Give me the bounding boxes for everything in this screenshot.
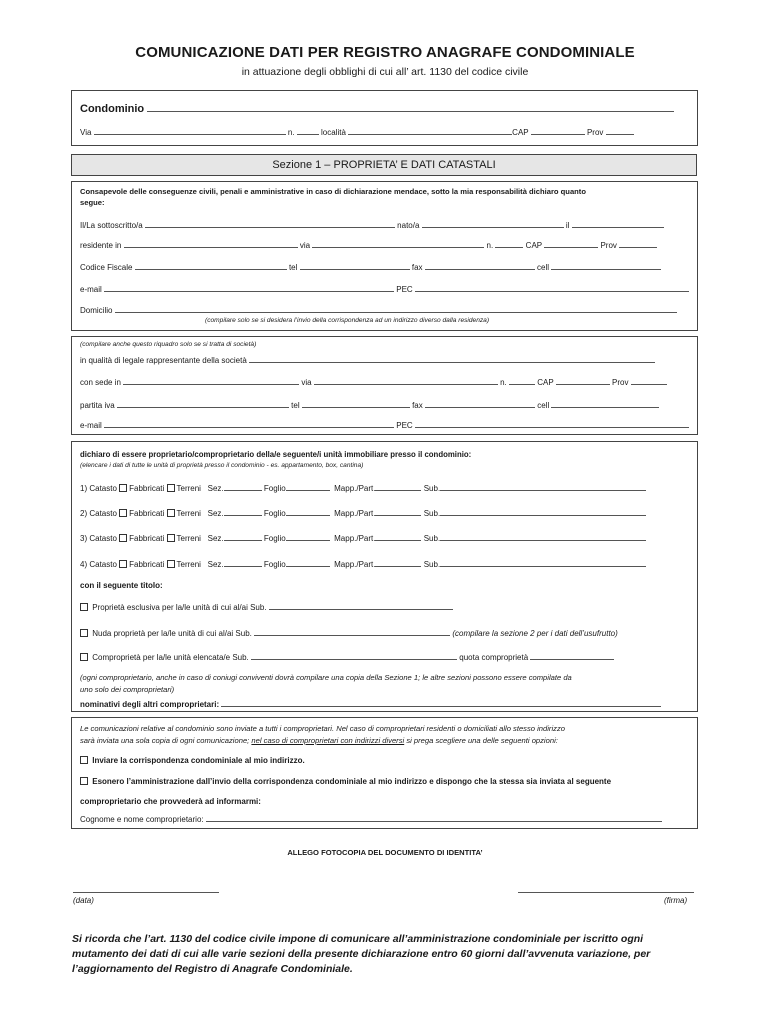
- nominativi-label: nominativi degli altri comproprietari:: [80, 700, 220, 709]
- prov-field[interactable]: [619, 239, 657, 248]
- condominio-cap-field[interactable]: [531, 126, 585, 135]
- n-label: n.: [486, 241, 494, 250]
- fabbricati-label: Fabbricati: [129, 484, 165, 493]
- terreni-checkbox[interactable]: [167, 509, 175, 517]
- firma-field[interactable]: [518, 884, 694, 893]
- row-number: 2) Catasto: [80, 509, 117, 518]
- sub-label: Sub.: [423, 484, 441, 493]
- email-label: e-mail: [80, 421, 102, 430]
- sub-field[interactable]: [440, 532, 646, 541]
- foglio-field[interactable]: [286, 558, 330, 567]
- foglio-label: Foglio: [263, 484, 286, 493]
- pec-field[interactable]: [415, 283, 689, 292]
- piva-label: partita iva: [80, 401, 115, 410]
- mapp-label: Mapp./Part.: [334, 560, 376, 569]
- com-opt1-label: Inviare la corrispondenza condominiale al mio indirizzo.: [92, 756, 305, 765]
- page-subtitle: in attuazione degli obblighi di cui all’ art. 1130 del codice civile: [241, 66, 529, 78]
- data-field[interactable]: [73, 884, 219, 893]
- com-opt2-label: Esonero l’amministrazione dall’invio della corrispondenza condominiale al mio indirizzo e dispongo che la stessa sia inviata al seguente: [92, 777, 612, 786]
- via-label: via: [299, 241, 311, 250]
- mapp-label: Mapp./Part.: [334, 509, 376, 518]
- mapp-field[interactable]: [375, 532, 421, 541]
- sub-label: Sub.: [423, 560, 441, 569]
- mapp-label: Mapp./Part.: [334, 534, 376, 543]
- nome-field[interactable]: [145, 219, 395, 228]
- terreni-checkbox[interactable]: [167, 484, 175, 492]
- terreni-checkbox[interactable]: [167, 534, 175, 542]
- opt1-label: Proprietà esclusiva per la/le unità di cui al/ai Sub.: [92, 603, 267, 612]
- via-label: Via: [80, 128, 92, 137]
- prov-label: Prov: [612, 378, 629, 387]
- fax-field[interactable]: [425, 261, 535, 270]
- reminder-note: Si ricorda che l’art. 1130 del codice civile impone di comunicare all’amministrazione condominiale per iscritto ogni mutamento dei dati di cui alle varie sezioni della presente dichiarazione entro 60 giorni dall’avvenuta variazione, per l’aggiornamento del Registro di Anagrafe Condominiale.: [72, 933, 651, 975]
- opt2-sub-field[interactable]: [254, 627, 450, 636]
- comunicazioni-text-1: Le comunicazioni relative al condominio sono inviate a tutti i comproprietari. Nel caso di comproprietari residenti o domiciliati allo stesso indirizzo: [80, 724, 565, 733]
- proprieta-esclusiva-checkbox[interactable]: [80, 603, 88, 611]
- fabbricati-checkbox[interactable]: [119, 560, 127, 568]
- cap-field[interactable]: [544, 239, 598, 248]
- terreni-label: Terreni: [176, 484, 201, 493]
- sez-label: Sez.: [207, 560, 224, 569]
- allego-text: ALLEGO FOTOCOPIA DEL DOCUMENTO DI IDENTITA’: [287, 848, 483, 857]
- domicilio-label: Domicilio: [80, 306, 113, 315]
- cell-label: cell: [537, 263, 550, 272]
- comproprieta-checkbox[interactable]: [80, 653, 88, 661]
- societa-tel-field[interactable]: [302, 399, 410, 408]
- sub-label: Sub.: [423, 509, 441, 518]
- sez-field[interactable]: [224, 507, 262, 516]
- intro-text-2: segue:: [80, 198, 105, 207]
- cf-label: Codice Fiscale: [80, 263, 133, 272]
- via-label: via: [301, 378, 312, 387]
- quota-field[interactable]: [530, 651, 614, 660]
- sub-field[interactable]: [440, 482, 646, 491]
- row-number: 4) Catasto: [80, 560, 117, 569]
- n-label: n.: [287, 128, 295, 137]
- foglio-field[interactable]: [286, 532, 330, 541]
- comunicazioni-text-2c: si prega scegliere una delle seguenti opzioni:: [406, 736, 558, 745]
- cell-field[interactable]: [551, 261, 661, 270]
- catasto-row: [80, 532, 646, 544]
- domicilio-field[interactable]: [115, 304, 677, 313]
- opt3-sub-field[interactable]: [251, 651, 457, 660]
- terreni-label: Terreni: [176, 534, 201, 543]
- societa-cell-field[interactable]: [551, 399, 659, 408]
- sez-label: Sez.: [207, 509, 224, 518]
- foglio-field[interactable]: [286, 507, 330, 516]
- declare-note: (elencare i dati di tutte le unità di proprietà presso il condominio - es. appartamento, box, cantina): [80, 462, 364, 469]
- sez-label: Sez.: [207, 484, 224, 493]
- sede-label: con sede in: [80, 378, 121, 387]
- condominio-via-field[interactable]: [94, 126, 286, 135]
- residente-label: residente in: [80, 241, 122, 250]
- compro-note-1: (ogni comproprietario, anche in caso di coniugi conviventi dovrà compilare una copia della Sezione 1; le altre sezioni possono essere compilate da: [80, 673, 572, 682]
- intro-text: Consapevole delle conseguenze civili, penali e amministrative in caso di dichiarazione mendace, sotto la mia responsabilità dichiaro quanto: [80, 187, 586, 196]
- sez-field[interactable]: [224, 558, 262, 567]
- fax-label: fax: [411, 263, 423, 272]
- cognome-field[interactable]: [206, 813, 662, 822]
- mapp-field[interactable]: [375, 558, 421, 567]
- condominio-field[interactable]: [147, 103, 674, 112]
- row-number: 1) Catasto: [80, 484, 117, 493]
- email-field[interactable]: [104, 283, 394, 292]
- n-label: n.: [500, 378, 507, 387]
- legale-label: in qualità di legale rappresentante della società: [80, 356, 247, 365]
- opt2-note: (compilare la sezione 2 per i dati dell’usufrutto): [452, 629, 618, 638]
- terreni-checkbox[interactable]: [167, 560, 175, 568]
- com-opt2b-label: comproprietario che provvederà ad informarmi:: [80, 797, 261, 806]
- fabbricati-checkbox[interactable]: [119, 534, 127, 542]
- catasto-row: [80, 482, 646, 494]
- sub-label: Sub.: [423, 534, 441, 543]
- localita-label: località: [321, 128, 346, 137]
- societa-n-field[interactable]: [509, 376, 535, 385]
- sez-field[interactable]: [224, 482, 262, 491]
- terreni-label: Terreni: [176, 560, 201, 569]
- quota-label: quota comproprietà: [459, 653, 529, 662]
- foglio-label: Foglio: [263, 560, 286, 569]
- residente-field[interactable]: [124, 239, 298, 248]
- pec-label: PEC: [396, 421, 413, 430]
- compro-note-2: uno solo dei comproprietari): [80, 685, 175, 694]
- tel-field[interactable]: [300, 261, 410, 270]
- societa-prov-field[interactable]: [631, 376, 667, 385]
- cap-label: CAP: [537, 378, 554, 387]
- section-1-header: Sezione 1 – PROPRIETA’ E DATI CATASTALI: [71, 154, 697, 176]
- fabbricati-label: Fabbricati: [129, 560, 165, 569]
- domicilio-note: (compilare solo se si desidera l’invio della corrispondenza ad un indirizzo diverso dalla residenza): [205, 317, 490, 324]
- fabbricati-checkbox[interactable]: [119, 509, 127, 517]
- fabbricati-label: Fabbricati: [129, 534, 165, 543]
- condominio-prov-field[interactable]: [606, 126, 634, 135]
- nuda-proprieta-checkbox[interactable]: [80, 629, 88, 637]
- email-label: e-mail: [80, 285, 102, 294]
- condominio-n-field[interactable]: [297, 126, 319, 135]
- fax-label: fax: [412, 401, 423, 410]
- societa-note: (compilare anche questo riquadro solo se si tratta di società): [80, 341, 257, 348]
- firma-label: (firma): [664, 896, 688, 905]
- titolo-label: con il seguente titolo:: [80, 581, 163, 590]
- n-field[interactable]: [495, 239, 523, 248]
- sub-field[interactable]: [440, 507, 646, 516]
- sub-field[interactable]: [440, 558, 646, 567]
- sottoscritto-label: Il/La sottoscritto/a: [80, 221, 143, 230]
- mapp-field[interactable]: [375, 482, 421, 491]
- catasto-row: [80, 558, 646, 570]
- prov-label: Prov: [586, 128, 604, 137]
- foglio-label: Foglio: [263, 509, 286, 518]
- cf-field[interactable]: [135, 261, 287, 270]
- data-label: (data): [73, 896, 94, 905]
- fabbricati-label: Fabbricati: [129, 509, 165, 518]
- row-number: 3) Catasto: [80, 534, 117, 543]
- condominio-label: Condominio: [80, 103, 145, 115]
- catasto-row: [80, 507, 646, 519]
- via-field[interactable]: [312, 239, 484, 248]
- foglio-field[interactable]: [286, 482, 330, 491]
- terreni-label: Terreni: [176, 509, 201, 518]
- mapp-label: Mapp./Part.: [334, 484, 376, 493]
- comunicazioni-text-2a: sarà inviata una sola copia di ogni comunicazione;: [80, 736, 250, 745]
- cell-label: cell: [537, 401, 550, 410]
- esonero-checkbox[interactable]: [80, 777, 88, 785]
- societa-via-field[interactable]: [314, 376, 498, 385]
- societa-name-field[interactable]: [249, 354, 655, 363]
- sez-field[interactable]: [224, 532, 262, 541]
- page-title: COMUNICAZIONE DATI PER REGISTRO ANAGRAFE CONDOMINIALE: [135, 44, 635, 61]
- foglio-label: Foglio: [263, 534, 286, 543]
- tel-label: tel: [288, 263, 298, 272]
- societa-fax-field[interactable]: [425, 399, 535, 408]
- pec-label: PEC: [396, 285, 413, 294]
- opt2-label: Nuda proprietà per la/le unità di cui al/ai Sub.: [92, 629, 252, 638]
- opt1-sub-field[interactable]: [269, 601, 453, 610]
- nato-field[interactable]: [422, 219, 564, 228]
- societa-cap-field[interactable]: [556, 376, 610, 385]
- societa-email-field[interactable]: [104, 419, 394, 428]
- invio-mio-indirizzo-checkbox[interactable]: [80, 756, 88, 764]
- piva-field[interactable]: [117, 399, 289, 408]
- sez-label: Sez.: [207, 534, 224, 543]
- nominativi-field[interactable]: [221, 698, 661, 707]
- comunicazioni-text-2b: nel caso di comproprietari con indirizzi diversi: [251, 736, 405, 745]
- mapp-field[interactable]: [375, 507, 421, 516]
- condominio-localita-field[interactable]: [348, 126, 512, 135]
- opt3-label: Comproprietà per la/le unità elencata/e Sub.: [92, 653, 249, 662]
- cognome-label: Cognome e nome comproprietario:: [80, 815, 204, 824]
- tel-label: tel: [291, 401, 300, 410]
- cap-label: CAP: [512, 128, 529, 137]
- cap-label: CAP: [525, 241, 542, 250]
- societa-pec-field[interactable]: [415, 419, 689, 428]
- sede-field[interactable]: [123, 376, 299, 385]
- nato-label: nato/a: [397, 221, 420, 230]
- declare-text: dichiaro di essere proprietario/comproprietario della/e seguente/i unità immobiliare presso il condominio:: [80, 450, 472, 459]
- il-label: il: [565, 221, 570, 230]
- data-nascita-field[interactable]: [572, 219, 664, 228]
- fabbricati-checkbox[interactable]: [119, 484, 127, 492]
- prov-label: Prov: [600, 241, 617, 250]
